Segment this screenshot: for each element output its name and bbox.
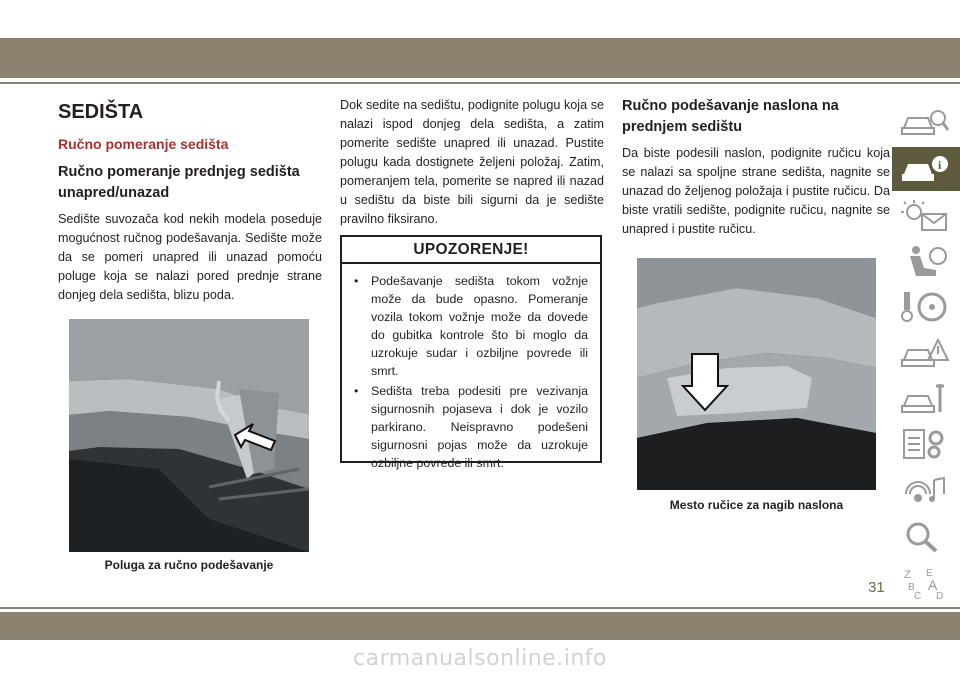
photo-caption-lever: Poluga za ručno podešavanje (104, 558, 274, 572)
watermark-text: carmanualsonline.info (353, 646, 607, 671)
warning-list (342, 272, 600, 472)
recline-handle-illustration (637, 258, 876, 490)
header-rule (0, 82, 960, 84)
header-band (0, 38, 960, 78)
section-title: SEDIŠTA (58, 101, 144, 123)
seat-lever-photo (69, 319, 309, 552)
column-3 (622, 96, 890, 239)
car-info-icon (900, 152, 950, 186)
topic-heading: Ručno pomeranje prednjeg sedišta unapred/unazad (58, 164, 300, 201)
footer-band (0, 612, 960, 640)
airbag-seat-icon (900, 244, 950, 278)
subsection-heading: Ručno pomeranje sedišta (58, 136, 229, 152)
warning-lights-message-icon (900, 198, 950, 232)
body-paragraph-3: Da biste podesili naslon, podignite ručicu koja se nalazi sa spoljne strane sedišta, nagnite se unazad do željenog položaja i pustite ručicu. Da biste vratili sedište, podignite ručicu, nagnite se unapred i pustite ručicu. (622, 146, 890, 236)
tab-starting[interactable] (892, 285, 960, 329)
tab-index-search[interactable] (892, 515, 960, 559)
search-index-icon (900, 520, 950, 554)
alphabet-index-icon (900, 566, 950, 600)
tab-car-info[interactable] (892, 147, 960, 191)
body-paragraph: Sedište suvozača kod nekih modela poseduje mogućnost ručnog podešavanja. Sedište može da se pomeri unapred ili unazad pomoću poluge koja se nalazi pored prednje strane donjeg dela sedišta, blizu poda. (58, 212, 322, 302)
warning-title: UPOZORENJE! (342, 237, 600, 264)
tab-specifications[interactable] (892, 423, 960, 467)
column-2 (340, 96, 604, 229)
car-search-icon (900, 106, 950, 140)
tab-warning-lights[interactable] (892, 193, 960, 237)
tab-airbag[interactable] (892, 239, 960, 283)
key-steering-wheel-icon (900, 290, 950, 324)
svg-text:A: A (928, 577, 938, 593)
tab-service[interactable] (892, 377, 960, 421)
svg-text:Z: Z (904, 569, 911, 581)
warning-box (340, 235, 602, 470)
svg-text:C: C (914, 591, 922, 600)
car-warning-icon (900, 336, 950, 370)
body-paragraph-2: Dok sedite na sedištu, podignite polugu koja se nalazi ispod donjeg dela sedišta, a zatim pomerite sedište unapred ili unazad. Pustite polugu kada dostignete željeni položaj. Zatim, pomeranjem tela, pomerite se napred ili nazad u sedištu da biste bili sigurni da je sedište pravilno fiksirano. (340, 98, 604, 226)
recline-handle-photo (637, 258, 876, 490)
tab-multimedia[interactable] (892, 469, 960, 513)
photo-caption-recline: Mesto ručice za nagib naslona (669, 498, 844, 512)
tab-car-search[interactable] (892, 101, 960, 145)
tab-alphabet-index[interactable] (892, 561, 960, 605)
footer-rule (0, 607, 960, 609)
warning-item: • Sedišta treba podesiti pre vezivanja sigurnosnih pojaseva i dok je vozilo parkirano. Neispravno podešeni sigurnosni pojas može da uzrokuje ozbiljne povrede ili smrt. (352, 382, 588, 472)
page-number: 31 (868, 579, 885, 596)
tab-emergency[interactable] (892, 331, 960, 375)
svg-text:B: B (908, 582, 915, 593)
specifications-gear-icon (900, 428, 950, 462)
multimedia-icon (900, 474, 950, 508)
topic-heading-recline: Ručno podešavanje naslona na prednjem sedištu (622, 98, 839, 135)
seat-lever-illustration (69, 319, 309, 552)
svg-text:i: i (938, 158, 942, 172)
column-1 (58, 96, 322, 305)
car-service-icon (900, 382, 950, 416)
svg-text:E: E (926, 568, 933, 579)
warning-item: • Podešavanje sedišta tokom vožnje može da bude opasno. Pomeranje vozila tokom vožnje može da dovede do gubitka kontrole što bi moglo da uzrokuje sudar i ozbiljne povrede ili smrt. (352, 272, 588, 380)
svg-text:D: D (936, 591, 944, 600)
